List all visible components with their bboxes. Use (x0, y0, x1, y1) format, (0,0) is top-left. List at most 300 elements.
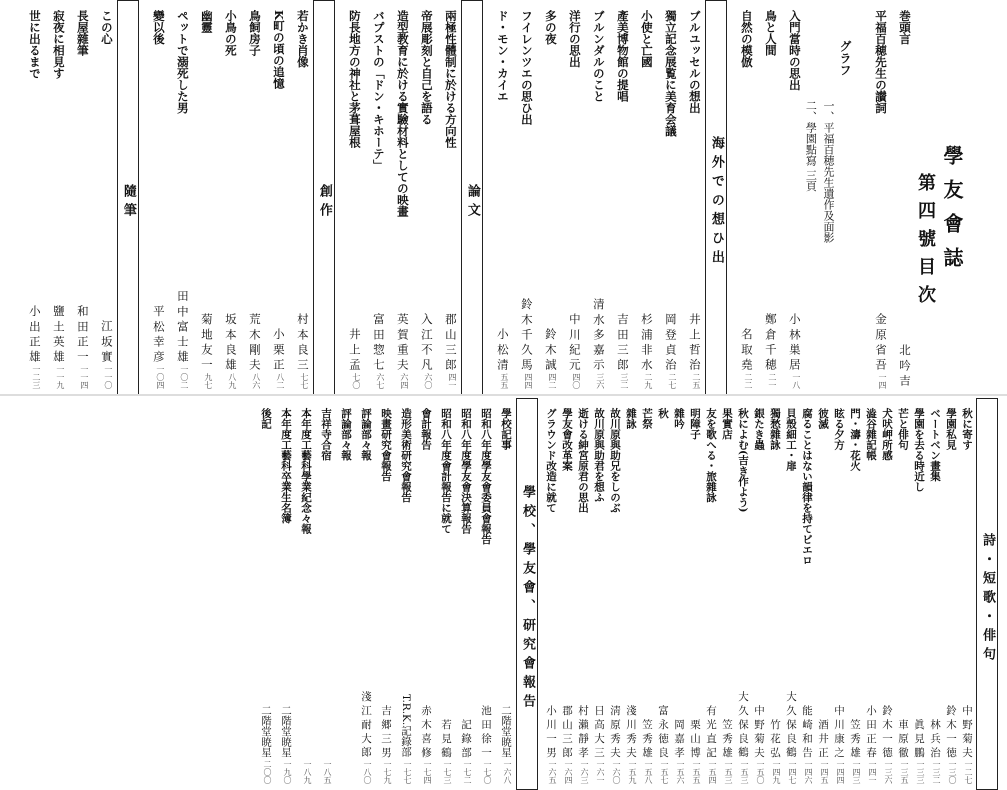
entry-page: 一二三 (31, 365, 41, 389)
entry-page: 八九 (227, 373, 237, 389)
entry-title: 鳥飼房子 (247, 10, 262, 56)
entry-author-page (192, 313, 212, 389)
toc-entry (395, 398, 411, 790)
entry-author: 眞 見 鵬 (913, 718, 925, 757)
entry-author-page (590, 705, 604, 784)
toc-entry (638, 398, 652, 790)
entry-title: ペットで溺死した男 (175, 10, 190, 114)
entry-title: 學園私見 (945, 408, 957, 450)
entry-author: 鹽 土 英 雄 (51, 305, 66, 362)
entry-author-page (942, 705, 956, 784)
entry-page: 七七 (299, 373, 309, 389)
entry-author-page (830, 705, 844, 784)
toc-entry (866, 0, 886, 395)
entry-title: ブルユッセルの想出 (687, 10, 702, 114)
entry-page: 一七九 (383, 760, 392, 784)
entry-page: 一五八 (644, 760, 653, 784)
toc-entry (680, 0, 700, 395)
entry-author-page (622, 705, 636, 784)
entry-author: 小 川 一 男 (545, 704, 557, 757)
entry-title: 銀たき蟲 (753, 408, 765, 450)
entry-title: 秋 (657, 408, 669, 419)
toc-entry (340, 0, 360, 395)
toc-entry (275, 398, 291, 790)
entry-author: 鈴 木 千 久 馬 (519, 297, 534, 370)
toc-entry (782, 398, 796, 790)
entry-title: 吉祥寺合宿 (320, 408, 332, 461)
entry-author-page (584, 298, 604, 389)
entry-author-page (780, 313, 800, 389)
toc-entry (475, 398, 491, 790)
entry-page: 二〇〇 (263, 760, 272, 784)
entry-author: 井 上 哲 治 (687, 313, 702, 370)
toc-entry (455, 398, 471, 790)
entry-author: 小 田 正 春 (865, 704, 877, 757)
entry-author-page (288, 313, 308, 389)
toc-entry (878, 398, 892, 790)
entry-title: 澁谷雜記帳 (865, 408, 877, 461)
toc-entry (495, 398, 511, 790)
entry-page: 二五 (691, 373, 701, 389)
reports-section (253, 398, 541, 790)
entry-author-page (144, 305, 164, 389)
toc-entry (542, 398, 556, 790)
entry-page: 一〇二 (179, 365, 189, 389)
entry-author-page (435, 719, 451, 784)
entry-author: 能 崎 和 告 (801, 704, 813, 757)
entry-title: 逝ける紳宮原君の思出 (577, 408, 589, 513)
entry-author-page (798, 705, 812, 784)
toc-entry (830, 398, 844, 790)
toc-entry (862, 398, 876, 790)
entry-author-page (240, 313, 260, 389)
entry-page: 一五四 (708, 760, 717, 784)
entry-author-page (375, 705, 391, 784)
issue-title: 第四號目次 (915, 172, 936, 313)
graph-item-1: 一、平福百穂先生遺作及面影 (822, 100, 835, 243)
ronbun-section (338, 0, 486, 395)
entry-title: 昭和八年度學友會決算報告 (460, 408, 472, 534)
entry-author-page (68, 305, 88, 389)
entry-author: 井 上 孟 (347, 328, 362, 370)
toc-entry (894, 398, 908, 790)
entry-author: 郡 山 三 郎 (443, 313, 458, 370)
entry-author: 村 瀨 靜 孝 (577, 704, 589, 757)
entry-title: 友を歌へる・旅雜詠 (705, 408, 717, 503)
entry-author-page (750, 705, 764, 784)
entry-title: 芒祭 (641, 408, 653, 429)
toc-entry (558, 398, 572, 790)
entry-author-page (732, 328, 752, 389)
entry-title: 昭和八年度學友會委員會報告 (480, 408, 492, 545)
entry-author-page (455, 719, 471, 784)
entry-author-page (255, 705, 271, 785)
entry-author-page (44, 305, 64, 389)
entry-title: 秋によむ(吉き作よう) (737, 408, 749, 513)
entry-title: 世に出るまで (27, 10, 42, 79)
entry-page: 一七〇 (483, 760, 492, 784)
toc-entry (92, 0, 112, 395)
entry-page: 一五六 (676, 760, 685, 784)
entry-page: 一四六 (804, 760, 813, 784)
entry-author-page (388, 313, 408, 389)
entry-author: 中 野 菊 夫 (753, 704, 765, 757)
entry-author-page (475, 705, 491, 784)
toc-entry (44, 0, 64, 395)
entry-page: 五五 (499, 373, 509, 389)
graph-item-2: 二、學園點寫 三頁 (804, 100, 818, 192)
entry-author: 田 中 富 士 雄 (175, 289, 190, 362)
entry-page: 一八九 (303, 760, 312, 784)
entry-author: 淸 原 秀 夫 (609, 704, 621, 757)
entry-author: 小 松 清 (495, 328, 510, 370)
entry-title: 小鳥の死 (223, 10, 238, 56)
entry-page: 一六四 (564, 760, 573, 784)
entry-page: 一四三 (852, 760, 861, 784)
toc-entry (536, 0, 556, 395)
entry-author-page (264, 328, 284, 389)
entry-author-page (878, 705, 892, 784)
entry-author: 車 原 徹 (897, 718, 909, 757)
toc-entry (412, 0, 432, 395)
entry-page: 一三三 (916, 760, 925, 784)
entry-author-page (512, 298, 532, 389)
overseas-header: 海外での想ひ出 (705, 0, 727, 395)
entry-page: 一五三 (740, 760, 749, 784)
toc-entry (488, 0, 508, 395)
entry-title: 腐ることはない韻律を持てビエロ (801, 408, 813, 566)
entry-page: 一一九 (55, 365, 65, 389)
entry-author: 池 田 徐 一 (480, 704, 492, 757)
entry-author-page (638, 719, 652, 784)
entry-author: 記 錄 部 (460, 718, 472, 757)
entry-author-page (415, 705, 431, 784)
entry-title: 學友會改革案 (561, 408, 573, 471)
entry-page: 一一四 (79, 365, 89, 389)
entry-title: 獨立記念展覧に美育会議 (663, 10, 678, 137)
entry-title: 本年度工藝科學業紀念々報 (300, 408, 312, 534)
entry-author: 荒 木 剛 夫 (247, 313, 262, 370)
bottom-half (0, 398, 1007, 790)
entry-author: 若 見 鶴 (440, 718, 452, 757)
toc-entry (942, 398, 956, 790)
toc-entry (512, 0, 532, 395)
entry-author: 小 林 巣 居 (787, 313, 802, 370)
entry-author-page (756, 313, 776, 389)
entry-author-page (574, 705, 588, 784)
entry-page: 一六一 (596, 760, 605, 784)
entry-author-page (536, 328, 556, 389)
entry-page: 一七二 (463, 760, 472, 784)
toc-entry (216, 0, 236, 395)
entry-author-page (766, 719, 780, 784)
entry-page: 一三〇 (948, 760, 957, 784)
entry-author: 淺 川 秀 夫 (625, 704, 637, 757)
entry-author-page (340, 328, 360, 389)
entry-author: 栗 山 博 (689, 718, 701, 757)
graph-label: グラフ (838, 40, 852, 76)
toc-entry (654, 398, 668, 790)
toc-entry (584, 0, 604, 395)
toc-entry (144, 0, 164, 395)
entry-page: 一四 (878, 373, 887, 389)
entry-author-page (495, 705, 511, 785)
entry-page: 三六 (595, 373, 605, 389)
entry-page: 四〇 (571, 373, 581, 389)
entry-page: 一八五 (323, 760, 332, 784)
toc-entry (814, 398, 828, 790)
entry-author: 大 久 保 良 鶴 (737, 691, 749, 757)
toc-entry (315, 398, 331, 790)
entry-title: 防長地方の神社と茅葺屋根 (347, 10, 362, 148)
entry-page: 一六〇 (612, 760, 621, 784)
entry-page: 九七 (203, 373, 213, 389)
toc-entry (192, 0, 212, 395)
entry-title: 若かき肖像 (295, 10, 310, 68)
toc-entry (240, 0, 260, 395)
entry-title: 造型教育に於ける實驗材料としての映畫 (395, 10, 410, 217)
entry-author: 淺 江 耐 大 郎 (360, 691, 372, 757)
shiika-header: 詩・短歌・俳句 (976, 398, 998, 790)
entry-author: 江 坂 實 (99, 320, 114, 362)
entry-author: 岡 嘉 孝 (673, 718, 685, 757)
entry-page: 一九〇 (283, 760, 292, 784)
entry-author: 菊 地 友 一 (199, 313, 214, 370)
entry-title: 洋行の思出 (567, 10, 582, 68)
entry-author-page (560, 313, 580, 389)
toc-entry (702, 398, 716, 790)
entry-author-page (718, 719, 732, 784)
toc-entry (608, 0, 628, 395)
entry-author-page (295, 757, 311, 784)
overseas-section (486, 0, 730, 395)
entry-author-page (216, 313, 236, 389)
entry-title: ド・モン・カイエ (495, 10, 510, 102)
entry-author: 吉 田 三 郎 (615, 313, 630, 370)
entry-author-page (866, 313, 886, 389)
entry-author: 有 光 直 記 (705, 704, 717, 757)
entry-author-page (436, 313, 456, 389)
entry-author-page (606, 705, 620, 784)
entry-title: 映畫研究會報告 (380, 408, 392, 482)
entry-author-page (782, 691, 796, 784)
entry-author: 二階堂暁星 (260, 704, 272, 757)
entry-title: 平福百穂先生の讃詞 (874, 10, 888, 114)
entry-author-page (926, 719, 940, 784)
entry-title: K町の頃の追憶 (271, 10, 286, 89)
front-section (864, 0, 912, 395)
entry-author: 英 賀 重 夫 (395, 313, 410, 370)
entry-page: 六七 (375, 373, 385, 389)
entry-page: 一六五 (548, 760, 557, 784)
entry-page: 一七七 (403, 760, 412, 784)
entry-author: 赤 木 喜 修 (420, 704, 432, 757)
toc-entry (68, 0, 88, 395)
entry-page: 一五三 (724, 760, 733, 784)
entry-author: 清 水 多 嘉 示 (591, 297, 606, 370)
toc-entry (732, 0, 752, 395)
toc-entry (622, 398, 636, 790)
entry-author: 入 江 不 凡 (419, 313, 434, 370)
toc-entry (436, 0, 456, 395)
entry-author-page (168, 290, 188, 389)
entry-title: 學園を去る時近し (913, 408, 925, 492)
entry-author: 大 久 保 良 鶴 (785, 691, 797, 757)
toc-entry (288, 0, 308, 395)
entry-title: 幽靈 (199, 10, 214, 33)
entry-author: 杉 浦 非 水 (639, 313, 654, 370)
entry-author: 和 田 正 一 (75, 305, 90, 362)
entry-author: 郡 山 三 郎 (561, 704, 573, 757)
entry-page: 一六三 (580, 760, 589, 784)
toc-entry (632, 0, 652, 395)
entry-author-page (335, 781, 351, 784)
entry-author: 林 兵 治 (929, 718, 941, 757)
toc-entry (846, 398, 860, 790)
entry-author-page (364, 313, 384, 389)
toc-entry (718, 398, 732, 790)
entry-author: 笠 秀 雄 (849, 718, 861, 757)
entry-author: 平 松 幸 彦 (151, 305, 166, 362)
toc-entry (756, 0, 776, 395)
entry-title: 犬吠岬所感 (881, 408, 893, 461)
top-misc-section (730, 0, 802, 395)
entry-author-page (558, 705, 572, 784)
entry-page: 一三二 (932, 760, 941, 784)
entry-author-page (890, 344, 910, 389)
entry-page: 六〇 (423, 373, 433, 389)
entry-author: 金 原 省 吾 (874, 313, 888, 370)
entry-title: 帝展彫刻と自己を語る (419, 10, 434, 125)
toc-entry (574, 398, 588, 790)
toc-entry (734, 398, 748, 790)
entry-title: 雜詠 (625, 408, 637, 429)
entry-title: 明障子 (689, 408, 701, 440)
entry-author: 富 永 徳 良 (657, 704, 669, 757)
entry-page: 二二 (743, 373, 753, 389)
entry-author: 鈴 木 一 徳 (945, 704, 957, 757)
toc-entry (686, 398, 700, 790)
toc-entry (606, 398, 620, 790)
entry-title: ベートベン畫集 (929, 408, 941, 482)
entry-author: 酒 井 正 (817, 718, 829, 757)
sousaku-header: 創作 (313, 0, 335, 395)
entry-author-page (656, 313, 676, 389)
entry-author-page (910, 719, 924, 784)
entry-title: 芒と俳句 (897, 408, 909, 450)
entry-title: 秋に寄す (961, 408, 973, 450)
entry-page: 一三五 (900, 760, 909, 784)
entry-page: 七〇 (351, 373, 361, 389)
entry-author: 中 川 紀 元 (567, 313, 582, 370)
toc-entry (388, 0, 408, 395)
entry-author: 笠 秀 雄 (721, 718, 733, 757)
entry-title: 門・濤・花火 (849, 408, 861, 471)
toc-entry (295, 398, 311, 790)
entry-title: フイレンツエの思ひ出 (519, 10, 534, 125)
entry-author: 小 出 正 雄 (27, 305, 42, 362)
entry-title: 評論部々報 (360, 408, 372, 461)
entry-page: 一七三 (443, 760, 452, 784)
toc-entry (590, 398, 604, 790)
entry-author-page (542, 705, 556, 784)
entry-page: 一四一 (868, 760, 877, 784)
toc-entry (560, 0, 580, 395)
entry-page: 一八 (791, 373, 801, 389)
entry-page: 一七四 (423, 760, 432, 784)
entry-page: 一四七 (788, 760, 797, 784)
entry-page: 四四 (523, 373, 533, 389)
ronbun-header: 論文 (461, 0, 483, 395)
entry-title: 獨愁雜詠 (769, 408, 781, 450)
toc-entry (798, 398, 812, 790)
entry-title: 故川原與助君を想ふ (593, 408, 605, 503)
entry-author-page (862, 705, 876, 784)
entry-page: 一四九 (772, 760, 781, 784)
entry-author-page (846, 719, 860, 784)
sousaku-section (142, 0, 338, 395)
reports-header: 學校、學友會、研究會報告 (516, 398, 538, 790)
toc-entry (355, 398, 371, 790)
entry-title: 產美博物館の提唱 (615, 10, 630, 102)
entry-page: 二一 (767, 373, 777, 389)
entry-author-page (958, 705, 972, 784)
entry-author-page (355, 691, 371, 784)
entry-title: 評論部々報 (340, 408, 352, 461)
entry-author-page (20, 305, 40, 389)
entry-title: 學校記事 (500, 408, 512, 450)
entry-title: ブルンダルのこと (591, 10, 606, 102)
entry-title: 入門當時の思出 (787, 10, 802, 91)
entry-page: 一〇四 (155, 365, 165, 389)
entry-title: この心 (99, 10, 114, 45)
title-block (912, 0, 967, 395)
entry-page: 八六 (251, 373, 261, 389)
toc-entry (375, 398, 391, 790)
entry-author-page (814, 719, 828, 784)
entry-author: 二階堂暁星 (280, 704, 292, 757)
toc-entry (766, 398, 780, 790)
entry-page: 一五〇 (756, 760, 765, 784)
toc-entry (926, 398, 940, 790)
zuihitsu-section (18, 0, 142, 395)
entry-author-page (395, 694, 411, 784)
entry-author-page (92, 320, 112, 389)
entry-author: 二階堂暁星 (500, 704, 512, 757)
entry-title: 昭和八年度會計報告に就て (440, 408, 452, 534)
entry-page: 一六八 (503, 760, 512, 784)
entry-author: 富 田 惣 七 (371, 313, 386, 370)
entry-page: 八二 (275, 373, 285, 389)
entry-author-page (632, 313, 652, 389)
entry-page: 三二 (619, 373, 629, 389)
entry-author-page (315, 757, 331, 784)
toc-entry (780, 0, 800, 395)
entry-author: 坂 本 良 雄 (223, 313, 238, 370)
entry-page: 一五五 (692, 760, 701, 784)
entry-title: 自然の模倣 (739, 10, 754, 68)
toc-entry (910, 398, 924, 790)
entry-author: 北 吟 吉 (898, 344, 912, 386)
entry-author: 鈴 木 一 德 (881, 704, 893, 757)
entry-title: バプストの「ドン・キホーテ」 (371, 10, 386, 171)
toc-entry (656, 0, 676, 395)
entry-author-page (275, 705, 291, 785)
entry-page: 二七 (667, 373, 677, 389)
entry-title: 貝殼細工・扉 (785, 408, 797, 471)
entry-page: 六四 (399, 373, 409, 389)
entry-author: 岡 登 貞 治 (663, 313, 678, 370)
